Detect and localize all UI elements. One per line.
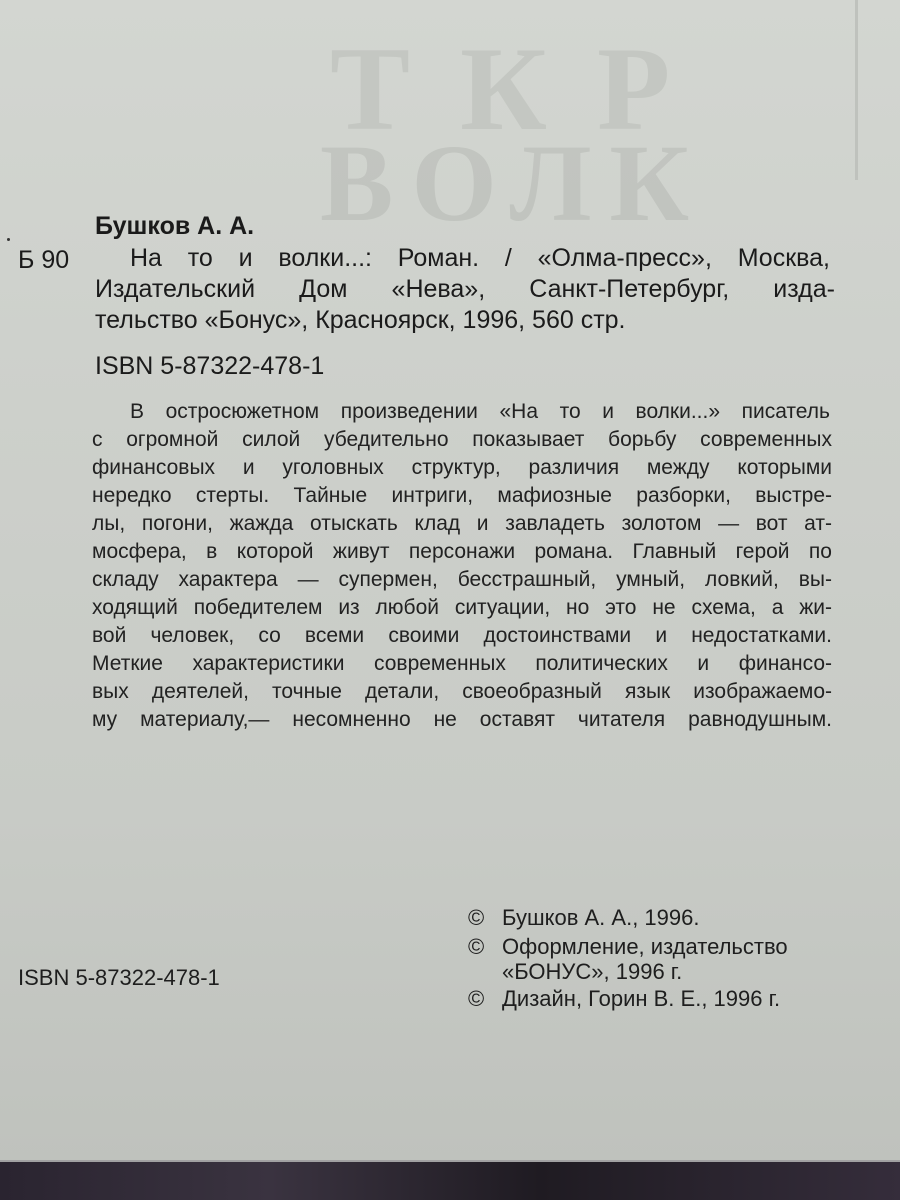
copyright-line xyxy=(468,903,838,933)
annotation-line: мосфера, в которой живут персонажи романа. Главный герой по xyxy=(92,540,832,563)
isbn-bottom: ISBN 5-87322-478-1 xyxy=(18,965,220,990)
bbk-code: Б 90 xyxy=(18,246,70,274)
annotation-line: вых деятелей, точные детали, своеобразный язык изображаемо- xyxy=(92,680,832,703)
copyright-line xyxy=(502,957,872,987)
annotation-line: Меткие характеристики современных политических и финансо- xyxy=(92,652,832,675)
bibliographic-line: тельство «Бонус», Красноярск, 1996, 560 стр. xyxy=(95,306,626,334)
annotation-line: лы, погони, жажда отыскать клад и завладеть золотом — вот ат- xyxy=(92,512,832,535)
copyright-text: Оформление, издательство xyxy=(502,934,788,959)
annotation-line: В остросюжетном произведении «На то и волки...» писатель xyxy=(130,400,830,423)
bibliographic-line: На то и волки...: Роман. / «Олма-пресс», Москва, xyxy=(130,244,830,272)
copyright-symbol: © xyxy=(468,986,485,1011)
book-cover-edge xyxy=(0,1162,900,1200)
annotation-line: финансовых и уголовных структур, различия между которыми xyxy=(92,456,832,479)
show-through-rule xyxy=(855,0,858,180)
annotation-line: складу характера — супермен, бесстрашный, умный, ловкий, вы- xyxy=(92,568,832,591)
copyright-symbol: © xyxy=(468,905,485,930)
page-mark xyxy=(7,238,10,241)
isbn-top: ISBN 5-87322-478-1 xyxy=(95,352,325,380)
copyright-symbol: © xyxy=(468,934,485,959)
copyright-line xyxy=(468,984,838,1014)
annotation-line: с огромной силой убедительно показывает борьбу современных xyxy=(92,428,832,451)
bibliographic-line: Издательский Дом «Нева», Санкт-Петербург, изда- xyxy=(95,275,835,303)
annotation-line: нередко стерты. Тайные интриги, мафиозные разборки, выстре- xyxy=(92,484,832,507)
author-name: Бушков А. А. xyxy=(95,212,255,240)
copyright-text: Дизайн, Горин В. Е., 1996 г. xyxy=(502,986,781,1011)
annotation-line: ходящий победителем из любой ситуации, но это не схема, а жи- xyxy=(92,596,832,619)
copyright-text: «БОНУС», 1996 г. xyxy=(502,959,683,984)
show-through-text-upper: Т К Р xyxy=(330,22,681,155)
annotation-line: вой человек, со всеми своими достоинствами и недостатками. xyxy=(92,624,832,647)
show-through-text-lower: ВОЛК xyxy=(320,122,708,244)
annotation-line: му материалу,— несомненно не оставят читателя равнодушным. xyxy=(92,708,832,731)
copyright-text: Бушков А. А., 1996. xyxy=(502,905,700,930)
